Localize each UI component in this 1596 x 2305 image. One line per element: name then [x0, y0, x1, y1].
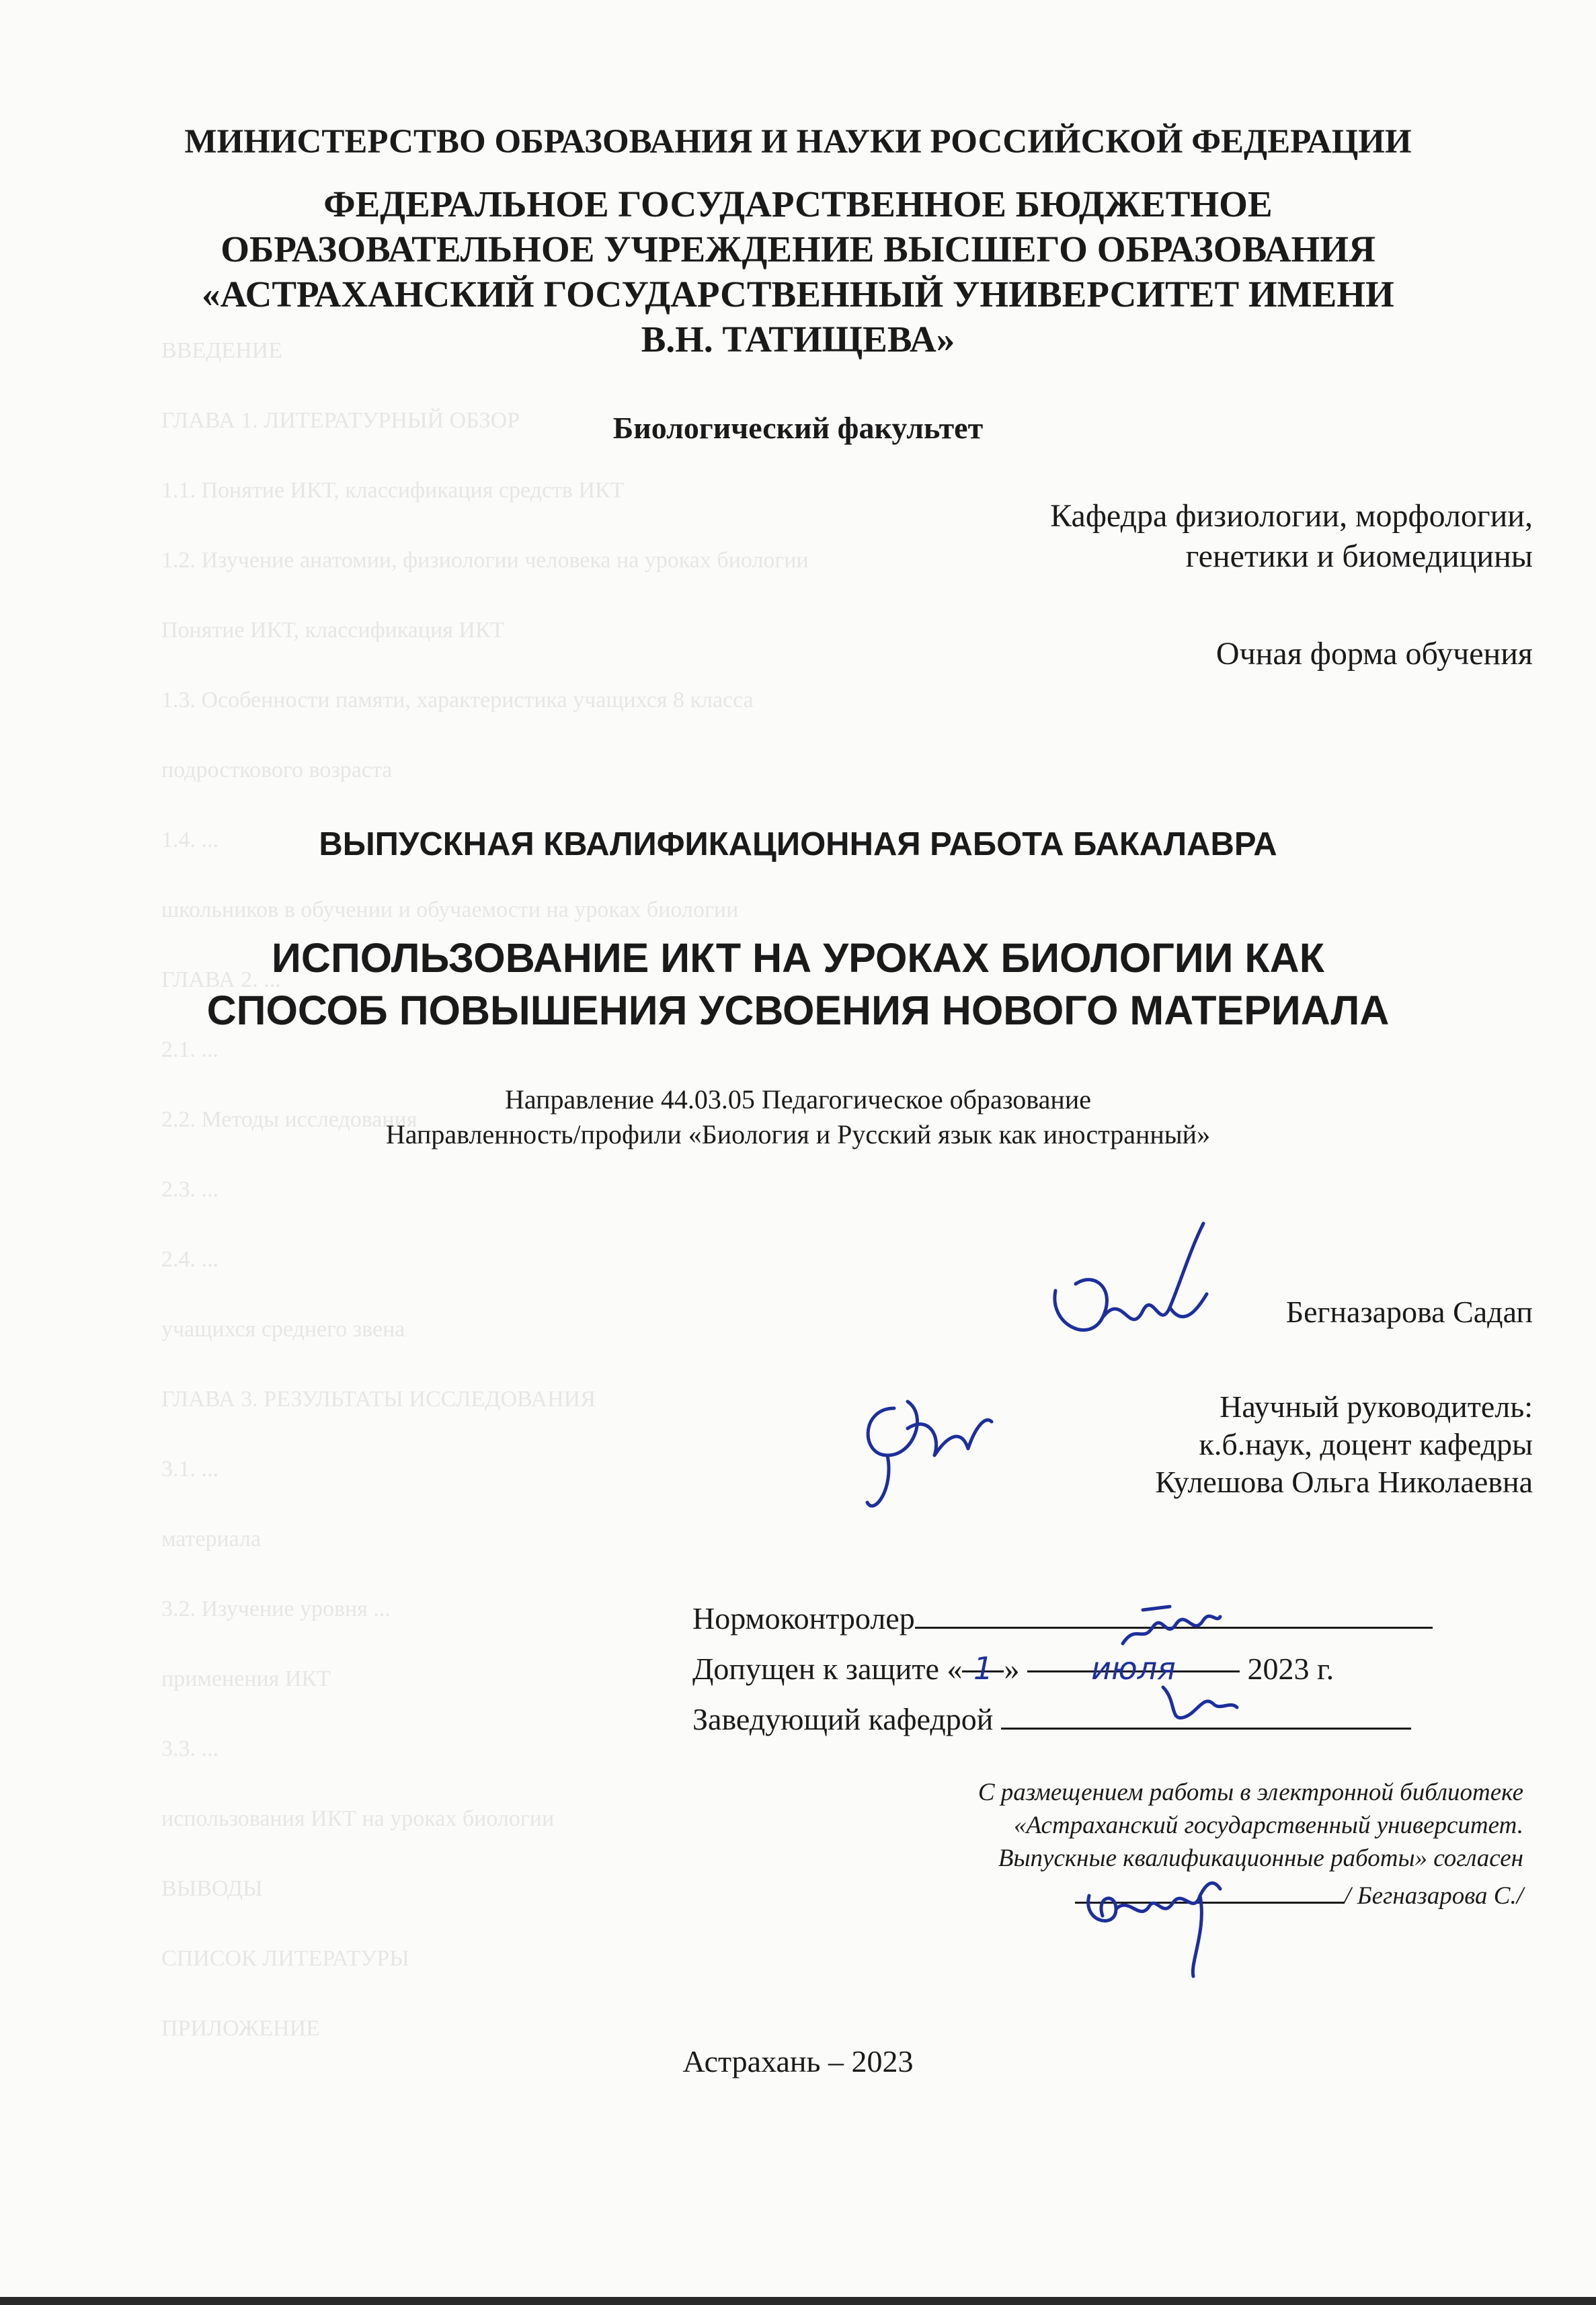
author-signature — [1029, 1210, 1230, 1371]
head-signature — [1150, 1681, 1244, 1728]
study-direction: Направление 44.03.05 Педагогическое образование Направленность/профили «Биология и Русский язык как иностранный» — [385, 1084, 1211, 1149]
department-name: Кафедра физиологии, морфологии, генетики и биомедицины — [1050, 498, 1533, 574]
supervisor-signature — [847, 1375, 1008, 1523]
approval-block — [692, 1593, 1433, 1744]
show-through-text: ВВЕДЕНИЕ ГЛАВА 1. ЛИТЕРАТУРНЫЙ ОБЗОР 1.1. Понятие ИКТ, классификация средств ИКТ 1.2. Изучение анатомии, физиологии человека на уроках биологии Понятие ИКТ, классификация ИКТ 1.3. Особенности памяти, характеристика учащихся 8 класса подросткового возраста 1.4. ... школьников в обучении и обучаемости на уроках биологии ГЛАВА 2. ... 2.1. ... 2.2. Методы исследования 2.3. ... 2.4. ... учащихся среднего звена ГЛАВА 3. РЕЗУЛЬТАТЫ ИССЛЕДОВАНИЯ 3.1. ... материала 3.2. Изучение уровня ... применения ИКТ 3.3. ... использования ИКТ на уроках биологии ВЫВОДЫ СПИСОК ЛИТЕРАТУРЫ ПРИЛОЖЕНИЕ — [161, 338, 809, 2041]
normcontrol-signature — [1116, 1596, 1224, 1657]
admitted-line: Допущен к защите « 1 » июля 2023 г. — [692, 1644, 1433, 1694]
library-consent: С размещением работы в электронной библиотеке «Астраханский государственный университет. Выпускные квалификационные работы» согласен / Бегназарова С./ — [977, 1779, 1523, 1910]
consent-signature — [1076, 1869, 1250, 1983]
head-of-department-line: Заведующий кафедрой — [692, 1694, 1433, 1744]
faculty-name: Биологический факультет — [612, 411, 984, 445]
normcontrol-line: Нормоконтролер — [692, 1593, 1433, 1644]
work-type: ВЫПУСКНАЯ КВАЛИФИКАЦИОННАЯ РАБОТА БАКАЛАВРА — [319, 826, 1277, 862]
ministry-heading: МИНИСТЕРСТВО ОБРАЗОВАНИЯ И НАУКИ РОССИЙСКОЙ ФЕДЕРАЦИИ — [184, 123, 1412, 161]
place-and-year: Астрахань – 2023 — [682, 2044, 914, 2078]
work-title: ИСПОЛЬЗОВАНИЕ ИКТ НА УРОКАХ БИОЛОГИИ КАК СПОСОБ ПОВЫШЕНИЯ УСВОЕНИЯ НОВОГО МАТЕРИАЛА — [206, 935, 1390, 1033]
institution-name: ФЕДЕРАЛЬНОЕ ГОСУДАРСТВЕННОЕ БЮДЖЕТНОЕ ОБРАЗОВАТЕЛЬНОЕ УЧРЕЖДЕНИЕ ВЫСШЕГО ОБРАЗОВАНИЯ «АСТРАХАНСКИЙ ГОСУДАРСТВЕННЫЙ УНИВЕРСИТЕТ ИМЕНИ В.Н. ТАТИЩЕВА» — [202, 184, 1394, 360]
author-name: Бегназарова Садап — [1285, 1295, 1533, 1329]
supervisor-block: Научный руководитель: к.б.наук, доцент кафедры Кулешова Ольга Николаевна — [1155, 1389, 1533, 1499]
study-form: Очная форма обучения — [1215, 636, 1533, 672]
scan-edge — [0, 2297, 1596, 2305]
